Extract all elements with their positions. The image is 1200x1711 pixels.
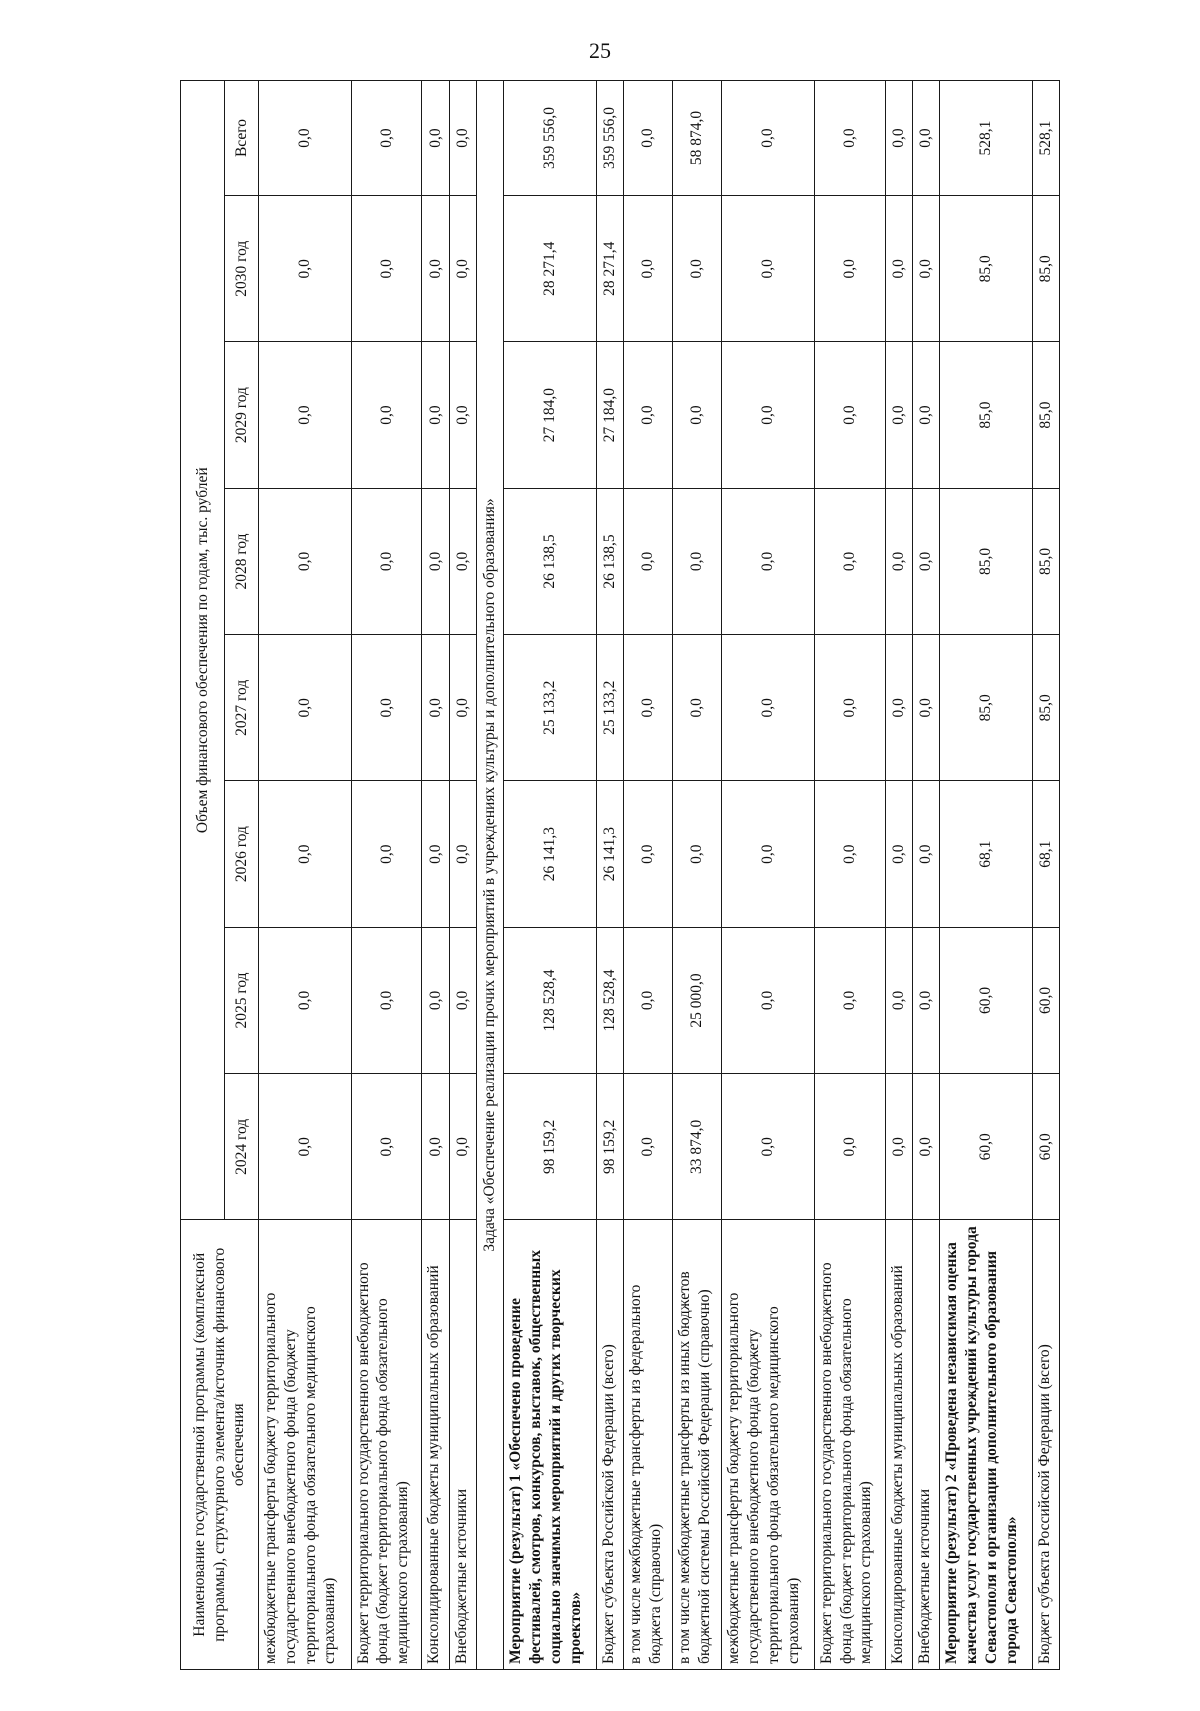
row-year-value: 0,0 (422, 196, 449, 342)
row-year-value: 25 133,2 (504, 635, 597, 781)
row-year-value: 0,0 (624, 1074, 673, 1220)
row-total-value: 359 556,0 (596, 81, 623, 196)
row-total-value: 528,1 (940, 81, 1033, 196)
task-heading: Задача «Обеспечение реализации прочих мероприятий в учреждениях культуры и дополнительного образования» (476, 81, 503, 1670)
row-year-value: 0,0 (722, 342, 815, 488)
row-year-value: 0,0 (624, 196, 673, 342)
row-source-name: Консолидированные бюджеты муниципальных образований (422, 1220, 449, 1670)
row-year-value: 0,0 (814, 781, 885, 927)
row-year-value: 0,0 (722, 488, 815, 634)
table-row (624, 81, 673, 1670)
row-year-value: 0,0 (351, 488, 422, 634)
row-total-value: 0,0 (722, 81, 815, 196)
row-year-value: 0,0 (351, 196, 422, 342)
row-year-value: 128 528,4 (504, 927, 597, 1073)
task-row (476, 81, 503, 1670)
row-year-value: 0,0 (912, 488, 939, 634)
year-header-2029: 2029 год (225, 342, 259, 488)
year-header-2024: 2024 год (225, 1074, 259, 1220)
table-row (259, 81, 352, 1670)
row-year-value: 0,0 (673, 781, 722, 927)
row-total-value: 0,0 (624, 81, 673, 196)
row-year-value: 25 000,0 (673, 927, 722, 1073)
row-source-name: Мероприятие (результат) 2 «Проведена независимая оценка качества услуг государственных учреждений культуры города Севастополя и организации дополнительного образования города Севастополя» (940, 1220, 1033, 1670)
row-year-value: 0,0 (259, 927, 352, 1073)
total-header: Всего (225, 81, 259, 196)
row-source-name: Внебюджетные источники (449, 1220, 476, 1670)
row-year-value: 0,0 (351, 781, 422, 927)
row-year-value: 0,0 (673, 196, 722, 342)
row-total-value: 0,0 (351, 81, 422, 196)
table-row (673, 81, 722, 1670)
row-year-value: 60,0 (1032, 927, 1059, 1073)
row-source-name: Консолидированные бюджеты муниципальных образований (885, 1220, 912, 1670)
row-year-value: 0,0 (422, 1074, 449, 1220)
row-year-value: 68,1 (1032, 781, 1059, 927)
row-year-value: 68,1 (940, 781, 1033, 927)
row-year-value: 0,0 (449, 1074, 476, 1220)
table-row (885, 81, 912, 1670)
row-year-value: 85,0 (940, 196, 1033, 342)
row-year-value: 0,0 (351, 1074, 422, 1220)
row-year-value: 26 141,3 (596, 781, 623, 927)
row-year-value: 85,0 (940, 488, 1033, 634)
row-year-value: 0,0 (422, 635, 449, 781)
row-year-value: 0,0 (449, 781, 476, 927)
table-row (504, 81, 597, 1670)
row-year-value: 28 271,4 (504, 196, 597, 342)
row-total-value: 0,0 (449, 81, 476, 196)
row-year-value: 0,0 (624, 488, 673, 634)
row-year-value: 98 159,2 (504, 1074, 597, 1220)
row-year-value: 27 184,0 (504, 342, 597, 488)
row-year-value: 0,0 (449, 488, 476, 634)
table-row (1032, 81, 1059, 1670)
row-year-value: 0,0 (351, 342, 422, 488)
page-number: 25 (589, 38, 611, 63)
row-total-value: 0,0 (422, 81, 449, 196)
year-header-2030: 2030 год (225, 196, 259, 342)
row-year-value: 0,0 (912, 1074, 939, 1220)
table-row (422, 81, 449, 1670)
row-year-value: 26 138,5 (504, 488, 597, 634)
row-source-name: межбюджетные трансферты бюджету территориального государственного внебюджетного фонда (бюджету территориального фонда обязательного медицинского страхования) (722, 1220, 815, 1670)
row-year-value: 0,0 (885, 196, 912, 342)
row-year-value: 60,0 (1032, 1074, 1059, 1220)
row-year-value: 85,0 (940, 635, 1033, 781)
row-year-value: 0,0 (259, 196, 352, 342)
row-year-value: 28 271,4 (596, 196, 623, 342)
row-year-value: 0,0 (885, 635, 912, 781)
row-year-value: 0,0 (259, 342, 352, 488)
table-row (912, 81, 939, 1670)
row-year-value: 0,0 (814, 1074, 885, 1220)
row-source-name: Бюджет субъекта Российской Федерации (всего) (596, 1220, 623, 1670)
year-header-2027: 2027 год (225, 635, 259, 781)
row-year-value: 60,0 (940, 1074, 1033, 1220)
row-year-value: 0,0 (422, 781, 449, 927)
row-year-value: 0,0 (422, 488, 449, 634)
table-row (722, 81, 815, 1670)
row-source-name: в том числе межбюджетные трансферты из иных бюджетов бюджетной системы Российской Федерации (справочно) (673, 1220, 722, 1670)
row-year-value: 98 159,2 (596, 1074, 623, 1220)
row-year-value: 33 874,0 (673, 1074, 722, 1220)
row-year-value: 26 138,5 (596, 488, 623, 634)
row-source-name: Бюджет территориального государственного внебюджетного фонда (бюджет территориального фонда обязательного медицинского страхования) (814, 1220, 885, 1670)
row-source-name: Бюджет территориального государственного внебюджетного фонда (бюджет территориального фонда обязательного медицинского страхования) (351, 1220, 422, 1670)
financing-group-header: Объем финансового обеспечения по годам, тыс. рублей (181, 81, 225, 1220)
row-year-value: 85,0 (1032, 635, 1059, 781)
row-year-value: 0,0 (259, 781, 352, 927)
row-year-value: 0,0 (885, 1074, 912, 1220)
row-total-value: 0,0 (814, 81, 885, 196)
row-total-value: 0,0 (259, 81, 352, 196)
row-year-value: 0,0 (673, 635, 722, 781)
name-column-header: Наименование государственной программы (комплексной программы), структурного элемента/источник финансового обеспечения (181, 1220, 259, 1670)
row-year-value: 0,0 (814, 342, 885, 488)
row-year-value: 0,0 (722, 781, 815, 927)
row-year-value: 0,0 (449, 635, 476, 781)
row-year-value: 27 184,0 (596, 342, 623, 488)
row-year-value: 85,0 (940, 342, 1033, 488)
row-year-value: 0,0 (351, 635, 422, 781)
row-year-value: 0,0 (422, 342, 449, 488)
row-source-name: Мероприятие (результат) 1 «Обеспечено проведение фестивалей, смотров, конкурсов, выставок, общественных социально значимых мероприятий и других творческих проектов» (504, 1220, 597, 1670)
row-year-value: 0,0 (814, 196, 885, 342)
row-year-value: 0,0 (885, 781, 912, 927)
row-year-value: 0,0 (449, 927, 476, 1073)
table-row (940, 81, 1033, 1670)
row-year-value: 0,0 (912, 781, 939, 927)
row-year-value: 128 528,4 (596, 927, 623, 1073)
year-header-2028: 2028 год (225, 488, 259, 634)
row-year-value: 0,0 (422, 927, 449, 1073)
row-year-value: 0,0 (722, 927, 815, 1073)
row-total-value: 359 556,0 (504, 81, 597, 196)
row-year-value: 0,0 (673, 488, 722, 634)
table-row (449, 81, 476, 1670)
financing-table (180, 80, 1060, 1670)
row-year-value: 60,0 (940, 927, 1033, 1073)
row-year-value: 0,0 (885, 488, 912, 634)
row-year-value: 85,0 (1032, 488, 1059, 634)
row-source-name: Бюджет субъекта Российской Федерации (всего) (1032, 1220, 1059, 1670)
row-year-value: 85,0 (1032, 196, 1059, 342)
table-row (351, 81, 422, 1670)
row-year-value: 0,0 (912, 927, 939, 1073)
table-row (596, 81, 623, 1670)
row-year-value: 0,0 (885, 927, 912, 1073)
row-year-value: 0,0 (351, 927, 422, 1073)
row-year-value: 0,0 (449, 342, 476, 488)
row-year-value: 0,0 (912, 635, 939, 781)
row-year-value: 26 141,3 (504, 781, 597, 927)
row-year-value: 0,0 (624, 635, 673, 781)
row-year-value: 0,0 (912, 342, 939, 488)
row-year-value: 0,0 (624, 781, 673, 927)
row-year-value: 0,0 (722, 635, 815, 781)
row-year-value: 0,0 (814, 927, 885, 1073)
row-year-value: 0,0 (449, 196, 476, 342)
row-year-value: 0,0 (259, 488, 352, 634)
table-row (814, 81, 885, 1670)
row-total-value: 0,0 (912, 81, 939, 196)
row-year-value: 0,0 (259, 635, 352, 781)
year-header-2025: 2025 год (225, 927, 259, 1073)
row-total-value: 0,0 (885, 81, 912, 196)
row-year-value: 0,0 (673, 342, 722, 488)
row-total-value: 528,1 (1032, 81, 1059, 196)
row-source-name: в том числе межбюджетные трансферты из федерального бюджета (справочно) (624, 1220, 673, 1670)
rotated-table-wrapper (180, 80, 1060, 1670)
row-source-name: межбюджетные трансферты бюджету территориального государственного внебюджетного фонда (бюджету территориального фонда обязательного медицинского страхования) (259, 1220, 352, 1670)
row-year-value: 0,0 (814, 635, 885, 781)
row-year-value: 25 133,2 (596, 635, 623, 781)
row-year-value: 0,0 (624, 927, 673, 1073)
row-year-value: 0,0 (722, 196, 815, 342)
row-year-value: 0,0 (722, 1074, 815, 1220)
year-header-2026: 2026 год (225, 781, 259, 927)
row-year-value: 0,0 (912, 196, 939, 342)
row-source-name: Внебюджетные источники (912, 1220, 939, 1670)
row-year-value: 0,0 (259, 1074, 352, 1220)
row-year-value: 0,0 (624, 342, 673, 488)
row-year-value: 0,0 (814, 488, 885, 634)
row-total-value: 58 874,0 (673, 81, 722, 196)
row-year-value: 85,0 (1032, 342, 1059, 488)
row-year-value: 0,0 (885, 342, 912, 488)
table-body (259, 81, 1060, 1670)
